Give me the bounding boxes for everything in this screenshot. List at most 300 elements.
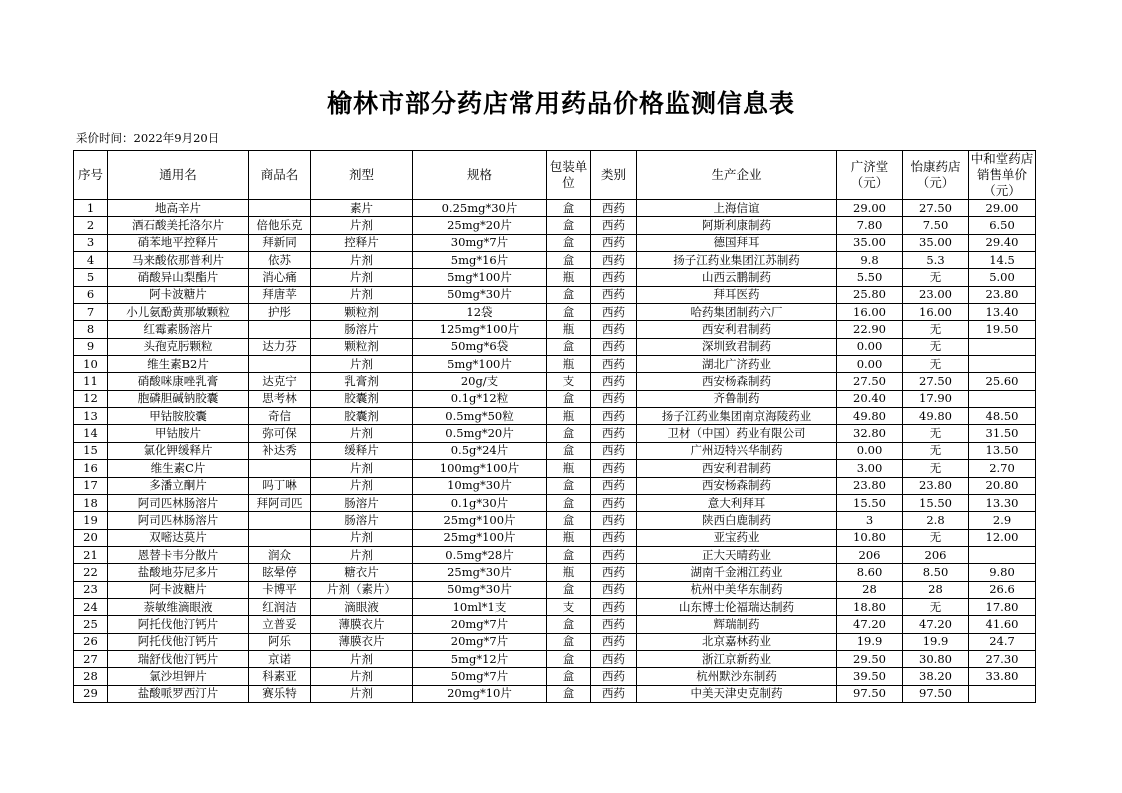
price-zhonghetang-cell: 13.30 <box>969 494 1036 511</box>
generic-name-cell: 阿托伐他汀钙片 <box>108 616 249 633</box>
package-unit-cell: 盒 <box>547 304 591 321</box>
generic-name-cell: 甲钴胺胶囊 <box>108 408 249 425</box>
price-guangjitang-cell: 22.90 <box>837 321 903 338</box>
seq-cell: 4 <box>74 252 108 269</box>
manufacturer-cell: 湖北广济药业 <box>637 356 837 373</box>
generic-name-cell: 多潘立酮片 <box>108 477 249 494</box>
package-unit-cell: 盒 <box>547 338 591 355</box>
price-yikang-cell: 无 <box>903 321 969 338</box>
category-cell: 西药 <box>591 425 637 442</box>
trade-name-cell: 奇信 <box>249 408 311 425</box>
manufacturer-cell: 中美天津史克制药 <box>637 685 837 702</box>
package-unit-cell: 瓶 <box>547 321 591 338</box>
price-zhonghetang-cell: 2.9 <box>969 512 1036 529</box>
price-yikang-cell: 16.00 <box>903 304 969 321</box>
header-store-zhonghetang: 中和堂药店销售单价（元） <box>969 151 1036 200</box>
trade-name-cell: 拜新同 <box>249 234 311 251</box>
price-guangjitang-cell: 29.00 <box>837 200 903 217</box>
seq-cell: 20 <box>74 529 108 546</box>
trade-name-cell: 拜唐苹 <box>249 286 311 303</box>
seq-cell: 19 <box>74 512 108 529</box>
category-cell: 西药 <box>591 442 637 459</box>
category-cell: 西药 <box>591 200 637 217</box>
category-cell: 西药 <box>591 460 637 477</box>
price-yikang-cell: 27.50 <box>903 373 969 390</box>
trade-name-cell <box>249 200 311 217</box>
package-unit-cell: 盒 <box>547 390 591 407</box>
spec-cell: 0.5g*24片 <box>413 442 547 459</box>
price-zhonghetang-cell: 17.80 <box>969 598 1036 615</box>
trade-name-cell: 护彤 <box>249 304 311 321</box>
price-yikang-cell: 23.00 <box>903 286 969 303</box>
dosage-form-cell: 片剂 <box>311 269 413 286</box>
seq-cell: 1 <box>74 200 108 217</box>
trade-name-cell: 达力芬 <box>249 338 311 355</box>
seq-cell: 14 <box>74 425 108 442</box>
category-cell: 西药 <box>591 286 637 303</box>
dosage-form-cell: 片剂 <box>311 685 413 702</box>
price-guangjitang-cell: 7.80 <box>837 217 903 234</box>
manufacturer-cell: 德国拜耳 <box>637 234 837 251</box>
price-guangjitang-cell: 0.00 <box>837 356 903 373</box>
category-cell: 西药 <box>591 390 637 407</box>
price-guangjitang-cell: 8.60 <box>837 564 903 581</box>
package-unit-cell: 盒 <box>547 668 591 685</box>
seq-cell: 18 <box>74 494 108 511</box>
generic-name-cell: 盐酸哌罗西汀片 <box>108 685 249 702</box>
category-cell: 西药 <box>591 252 637 269</box>
category-cell: 西药 <box>591 546 637 563</box>
spec-cell: 50mg*6袋 <box>413 338 547 355</box>
package-unit-cell: 瓶 <box>547 408 591 425</box>
dosage-form-cell: 片剂 <box>311 650 413 667</box>
table-row <box>74 234 1036 251</box>
category-cell: 西药 <box>591 598 637 615</box>
trade-name-cell: 倍他乐克 <box>249 217 311 234</box>
package-unit-cell: 盒 <box>547 477 591 494</box>
manufacturer-cell: 湖南千金湘江药业 <box>637 564 837 581</box>
price-yikang-cell: 30.80 <box>903 650 969 667</box>
dosage-form-cell: 乳膏剂 <box>311 373 413 390</box>
manufacturer-cell: 齐鲁制药 <box>637 390 837 407</box>
package-unit-cell: 瓶 <box>547 564 591 581</box>
table-row <box>74 304 1036 321</box>
spec-cell: 100mg*100片 <box>413 460 547 477</box>
seq-cell: 27 <box>74 650 108 667</box>
category-cell: 西药 <box>591 512 637 529</box>
price-guangjitang-cell: 0.00 <box>837 442 903 459</box>
dosage-form-cell: 颗粒剂 <box>311 304 413 321</box>
trade-name-cell: 达克宁 <box>249 373 311 390</box>
dosage-form-cell: 薄膜衣片 <box>311 633 413 650</box>
price-yikang-cell: 49.80 <box>903 408 969 425</box>
table-row <box>74 581 1036 598</box>
generic-name-cell: 马来酸依那普利片 <box>108 252 249 269</box>
generic-name-cell: 甲钴胺片 <box>108 425 249 442</box>
price-guangjitang-cell: 28 <box>837 581 903 598</box>
category-cell: 西药 <box>591 477 637 494</box>
dosage-form-cell: 片剂 <box>311 529 413 546</box>
seq-cell: 15 <box>74 442 108 459</box>
dosage-form-cell: 胶囊剂 <box>311 408 413 425</box>
spec-cell: 5mg*16片 <box>413 252 547 269</box>
price-zhonghetang-cell: 29.40 <box>969 234 1036 251</box>
seq-cell: 23 <box>74 581 108 598</box>
package-unit-cell: 盒 <box>547 234 591 251</box>
price-zhonghetang-cell: 31.50 <box>969 425 1036 442</box>
price-yikang-cell: 15.50 <box>903 494 969 511</box>
trade-name-cell: 消心痛 <box>249 269 311 286</box>
price-yikang-cell: 8.50 <box>903 564 969 581</box>
category-cell: 西药 <box>591 616 637 633</box>
seq-cell: 24 <box>74 598 108 615</box>
trade-name-cell: 阿乐 <box>249 633 311 650</box>
spec-cell: 0.5mg*50粒 <box>413 408 547 425</box>
price-guangjitang-cell: 35.00 <box>837 234 903 251</box>
price-zhonghetang-cell: 26.6 <box>969 581 1036 598</box>
price-guangjitang-cell: 0.00 <box>837 338 903 355</box>
package-unit-cell: 盒 <box>547 494 591 511</box>
category-cell: 西药 <box>591 564 637 581</box>
generic-name-cell: 阿托伐他汀钙片 <box>108 633 249 650</box>
manufacturer-cell: 扬子江药业集团南京海陵药业 <box>637 408 837 425</box>
price-guangjitang-cell: 47.20 <box>837 616 903 633</box>
table-row <box>74 477 1036 494</box>
category-cell: 西药 <box>591 408 637 425</box>
manufacturer-cell: 拜耳医药 <box>637 286 837 303</box>
manufacturer-cell: 山东博士伦福瑞达制药 <box>637 598 837 615</box>
trade-name-cell: 科素亚 <box>249 668 311 685</box>
price-guangjitang-cell: 27.50 <box>837 373 903 390</box>
dosage-form-cell: 缓释片 <box>311 442 413 459</box>
dosage-form-cell: 胶囊剂 <box>311 390 413 407</box>
dosage-form-cell: 肠溶片 <box>311 494 413 511</box>
generic-name-cell: 硝酸咪康唑乳膏 <box>108 373 249 390</box>
trade-name-cell: 赛乐特 <box>249 685 311 702</box>
price-guangjitang-cell: 20.40 <box>837 390 903 407</box>
spec-cell: 0.5mg*28片 <box>413 546 547 563</box>
trade-name-cell: 眩晕停 <box>249 564 311 581</box>
manufacturer-cell: 浙江京新药业 <box>637 650 837 667</box>
package-unit-cell: 瓶 <box>547 269 591 286</box>
price-yikang-cell: 27.50 <box>903 200 969 217</box>
price-yikang-cell: 97.50 <box>903 685 969 702</box>
manufacturer-cell: 广州迈特兴华制药 <box>637 442 837 459</box>
trade-name-cell: 卡博平 <box>249 581 311 598</box>
seq-cell: 17 <box>74 477 108 494</box>
table-row <box>74 200 1036 217</box>
price-zhonghetang-cell: 12.00 <box>969 529 1036 546</box>
package-unit-cell: 盒 <box>547 650 591 667</box>
generic-name-cell: 地高辛片 <box>108 200 249 217</box>
dosage-form-cell: 滴眼液 <box>311 598 413 615</box>
spec-cell: 50mg*30片 <box>413 581 547 598</box>
trade-name-cell: 红润洁 <box>249 598 311 615</box>
trade-name-cell: 拜阿司匹 <box>249 494 311 511</box>
generic-name-cell: 硝酸异山梨酯片 <box>108 269 249 286</box>
table-row <box>74 668 1036 685</box>
price-guangjitang-cell: 5.50 <box>837 269 903 286</box>
manufacturer-cell: 杭州默沙东制药 <box>637 668 837 685</box>
trade-name-cell <box>249 460 311 477</box>
generic-name-cell: 硝苯地平控释片 <box>108 234 249 251</box>
seq-cell: 2 <box>74 217 108 234</box>
dosage-form-cell: 颗粒剂 <box>311 338 413 355</box>
price-zhonghetang-cell: 9.80 <box>969 564 1036 581</box>
table-row <box>74 494 1036 511</box>
price-zhonghetang-cell <box>969 356 1036 373</box>
trade-name-cell <box>249 356 311 373</box>
generic-name-cell: 瑞舒伐他汀钙片 <box>108 650 249 667</box>
generic-name-cell: 双嘧达莫片 <box>108 529 249 546</box>
category-cell: 西药 <box>591 234 637 251</box>
table-row <box>74 252 1036 269</box>
seq-cell: 5 <box>74 269 108 286</box>
package-unit-cell: 盒 <box>547 252 591 269</box>
category-cell: 西药 <box>591 321 637 338</box>
spec-cell: 20mg*7片 <box>413 633 547 650</box>
table-row <box>74 217 1036 234</box>
price-guangjitang-cell: 18.80 <box>837 598 903 615</box>
price-guangjitang-cell: 19.9 <box>837 633 903 650</box>
table-row <box>74 546 1036 563</box>
price-yikang-cell: 19.9 <box>903 633 969 650</box>
package-unit-cell: 盒 <box>547 685 591 702</box>
package-unit-cell: 盒 <box>547 286 591 303</box>
package-unit-cell: 瓶 <box>547 460 591 477</box>
price-yikang-cell: 28 <box>903 581 969 598</box>
price-yikang-cell: 无 <box>903 356 969 373</box>
spec-cell: 25mg*100片 <box>413 512 547 529</box>
price-yikang-cell: 无 <box>903 460 969 477</box>
header-seq: 序号 <box>74 151 108 200</box>
price-zhonghetang-cell <box>969 546 1036 563</box>
table-row <box>74 616 1036 633</box>
package-unit-cell: 盒 <box>547 616 591 633</box>
manufacturer-cell: 西安杨森制药 <box>637 477 837 494</box>
price-guangjitang-cell: 32.80 <box>837 425 903 442</box>
spec-cell: 50mg*30片 <box>413 286 547 303</box>
table-row <box>74 564 1036 581</box>
table-header-row <box>74 151 1036 200</box>
seq-cell: 25 <box>74 616 108 633</box>
package-unit-cell: 盒 <box>547 512 591 529</box>
price-yikang-cell: 无 <box>903 529 969 546</box>
seq-cell: 21 <box>74 546 108 563</box>
generic-name-cell: 维生素B2片 <box>108 356 249 373</box>
category-cell: 西药 <box>591 338 637 355</box>
manufacturer-cell: 陕西白鹿制药 <box>637 512 837 529</box>
header-package-unit: 包装单位 <box>547 151 591 200</box>
price-table <box>73 150 1036 703</box>
price-zhonghetang-cell: 41.60 <box>969 616 1036 633</box>
manufacturer-cell: 卫材（中国）药业有限公司 <box>637 425 837 442</box>
seq-cell: 3 <box>74 234 108 251</box>
table-body <box>74 200 1036 703</box>
price-yikang-cell: 无 <box>903 425 969 442</box>
dosage-form-cell: 片剂 <box>311 477 413 494</box>
dosage-form-cell: 片剂 <box>311 286 413 303</box>
manufacturer-cell: 深圳致君制药 <box>637 338 837 355</box>
generic-name-cell: 阿卡波糖片 <box>108 581 249 598</box>
price-guangjitang-cell: 15.50 <box>837 494 903 511</box>
table-row <box>74 269 1036 286</box>
price-yikang-cell: 38.20 <box>903 668 969 685</box>
manufacturer-cell: 亚宝药业 <box>637 529 837 546</box>
manufacturer-cell: 正大天晴药业 <box>637 546 837 563</box>
price-zhonghetang-cell: 23.80 <box>969 286 1036 303</box>
spec-cell: 5mg*100片 <box>413 269 547 286</box>
seq-cell: 8 <box>74 321 108 338</box>
price-zhonghetang-cell: 29.00 <box>969 200 1036 217</box>
category-cell: 西药 <box>591 581 637 598</box>
category-cell: 西药 <box>591 494 637 511</box>
manufacturer-cell: 西安利君制药 <box>637 321 837 338</box>
dosage-form-cell: 糖衣片 <box>311 564 413 581</box>
dosage-form-cell: 片剂 <box>311 668 413 685</box>
seq-cell: 28 <box>74 668 108 685</box>
price-guangjitang-cell: 39.50 <box>837 668 903 685</box>
seq-cell: 26 <box>74 633 108 650</box>
package-unit-cell: 盒 <box>547 200 591 217</box>
category-cell: 西药 <box>591 529 637 546</box>
package-unit-cell: 盒 <box>547 581 591 598</box>
manufacturer-cell: 上海信谊 <box>637 200 837 217</box>
generic-name-cell: 恩替卡韦分散片 <box>108 546 249 563</box>
price-yikang-cell: 2.8 <box>903 512 969 529</box>
category-cell: 西药 <box>591 269 637 286</box>
spec-cell: 30mg*7片 <box>413 234 547 251</box>
category-cell: 西药 <box>591 633 637 650</box>
manufacturer-cell: 山西云鹏制药 <box>637 269 837 286</box>
trade-name-cell: 润众 <box>249 546 311 563</box>
spec-cell: 0.5mg*20片 <box>413 425 547 442</box>
dosage-form-cell: 片剂（素片） <box>311 581 413 598</box>
seq-cell: 11 <box>74 373 108 390</box>
category-cell: 西药 <box>591 685 637 702</box>
package-unit-cell: 盒 <box>547 442 591 459</box>
header-generic-name: 通用名 <box>108 151 249 200</box>
price-zhonghetang-cell: 48.50 <box>969 408 1036 425</box>
price-zhonghetang-cell <box>969 338 1036 355</box>
price-yikang-cell: 无 <box>903 269 969 286</box>
page-title: 榆林市部分药店常用药品价格监测信息表 <box>326 89 795 118</box>
price-guangjitang-cell: 29.50 <box>837 650 903 667</box>
package-unit-cell: 支 <box>547 598 591 615</box>
generic-name-cell: 盐酸地芬尼多片 <box>108 564 249 581</box>
table-row <box>74 460 1036 477</box>
generic-name-cell: 维生素C片 <box>108 460 249 477</box>
category-cell: 西药 <box>591 356 637 373</box>
price-yikang-cell: 无 <box>903 338 969 355</box>
spec-cell: 20mg*7片 <box>413 616 547 633</box>
category-cell: 西药 <box>591 217 637 234</box>
trade-name-cell: 吗丁啉 <box>249 477 311 494</box>
dosage-form-cell: 片剂 <box>311 460 413 477</box>
package-unit-cell: 瓶 <box>547 356 591 373</box>
dosage-form-cell: 片剂 <box>311 425 413 442</box>
price-guangjitang-cell: 3 <box>837 512 903 529</box>
header-trade-name: 商品名 <box>249 151 311 200</box>
table-row <box>74 390 1036 407</box>
spec-cell: 25mg*100片 <box>413 529 547 546</box>
seq-cell: 12 <box>74 390 108 407</box>
trade-name-cell: 依苏 <box>249 252 311 269</box>
category-cell: 西药 <box>591 373 637 390</box>
header-dosage-form: 剂型 <box>311 151 413 200</box>
trade-name-cell: 京诺 <box>249 650 311 667</box>
price-zhonghetang-cell: 13.50 <box>969 442 1036 459</box>
price-yikang-cell: 47.20 <box>903 616 969 633</box>
manufacturer-cell: 北京嘉林药业 <box>637 633 837 650</box>
price-yikang-cell: 5.3 <box>903 252 969 269</box>
price-zhonghetang-cell: 6.50 <box>969 217 1036 234</box>
collect-date: 采价时间：2022年9月20日 <box>76 131 220 145</box>
manufacturer-cell: 辉瑞制药 <box>637 616 837 633</box>
manufacturer-cell: 西安利君制药 <box>637 460 837 477</box>
spec-cell: 5mg*100片 <box>413 356 547 373</box>
price-zhonghetang-cell: 27.30 <box>969 650 1036 667</box>
header-store-guangjitang: 广济堂（元） <box>837 151 903 200</box>
dosage-form-cell: 薄膜衣片 <box>311 616 413 633</box>
seq-cell: 16 <box>74 460 108 477</box>
spec-cell: 12袋 <box>413 304 547 321</box>
spec-cell: 50mg*7片 <box>413 668 547 685</box>
spec-cell: 0.1g*12粒 <box>413 390 547 407</box>
generic-name-cell: 头孢克肟颗粒 <box>108 338 249 355</box>
dosage-form-cell: 素片 <box>311 200 413 217</box>
table-row <box>74 286 1036 303</box>
seq-cell: 22 <box>74 564 108 581</box>
generic-name-cell: 小儿氨酚黄那敏颗粒 <box>108 304 249 321</box>
table-row <box>74 321 1036 338</box>
price-zhonghetang-cell: 2.70 <box>969 460 1036 477</box>
price-yikang-cell: 23.80 <box>903 477 969 494</box>
trade-name-cell <box>249 512 311 529</box>
spec-cell: 20g/支 <box>413 373 547 390</box>
price-yikang-cell: 35.00 <box>903 234 969 251</box>
category-cell: 西药 <box>591 650 637 667</box>
manufacturer-cell: 扬子江药业集团江苏制药 <box>637 252 837 269</box>
spec-cell: 25mg*20片 <box>413 217 547 234</box>
header-category: 类别 <box>591 151 637 200</box>
price-zhonghetang-cell <box>969 390 1036 407</box>
header-store-yikang: 怡康药店（元） <box>903 151 969 200</box>
generic-name-cell: 阿司匹林肠溶片 <box>108 494 249 511</box>
table-row <box>74 408 1036 425</box>
spec-cell: 10ml*1支 <box>413 598 547 615</box>
price-yikang-cell: 206 <box>903 546 969 563</box>
spec-cell: 10mg*30片 <box>413 477 547 494</box>
table-row <box>74 650 1036 667</box>
price-zhonghetang-cell: 13.40 <box>969 304 1036 321</box>
manufacturer-cell: 意大利拜耳 <box>637 494 837 511</box>
seq-cell: 13 <box>74 408 108 425</box>
manufacturer-cell: 哈药集团制药六厂 <box>637 304 837 321</box>
table-row <box>74 633 1036 650</box>
dosage-form-cell: 片剂 <box>311 217 413 234</box>
price-guangjitang-cell: 9.8 <box>837 252 903 269</box>
package-unit-cell: 盒 <box>547 217 591 234</box>
dosage-form-cell: 片剂 <box>311 546 413 563</box>
price-guangjitang-cell: 206 <box>837 546 903 563</box>
package-unit-cell: 瓶 <box>547 529 591 546</box>
dosage-form-cell: 控释片 <box>311 234 413 251</box>
table-row <box>74 598 1036 615</box>
table-row <box>74 425 1036 442</box>
dosage-form-cell: 肠溶片 <box>311 512 413 529</box>
table-row <box>74 512 1036 529</box>
